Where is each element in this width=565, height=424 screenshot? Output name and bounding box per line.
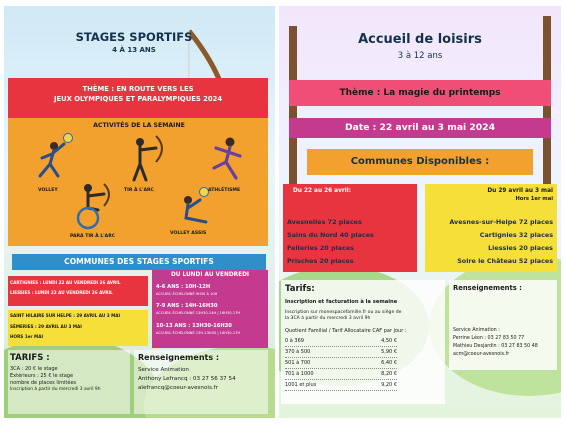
email-link[interactable]: acm@coeur-avesnois.fr [453, 352, 510, 357]
commune-item: Liessies 20 places [488, 244, 553, 252]
schedule-accueil: ACCUEIL ÉCHELONNÉ 9H30 À 10H [156, 292, 218, 296]
quotient-cell: 501 à 700 [285, 360, 311, 366]
schedule-age: 7-9 ANS : 14H-16H30 [156, 303, 218, 309]
table-row [285, 358, 397, 369]
volleyball-player-icon [28, 132, 78, 184]
date-banner: Date : 22 avril au 3 mai 2024 [289, 118, 551, 138]
archer-icon [126, 134, 166, 184]
theme-line-2: JEUX OLYMPIQUES ET PARALYMPIQUES 2024 [53, 95, 223, 103]
renseignements-title: Renseignements : [138, 353, 220, 362]
quotient-cell: 1001 et plus [285, 382, 317, 388]
activity-label: TIR À L'ARC [124, 188, 154, 193]
renseignements-line: Mathieu Desjardin : 03 27 83 50 48 [453, 344, 538, 349]
tarifs-line: Extérieurs : 25 € le stage [10, 373, 74, 379]
activities-title: ACTIVITÉS DE LA SEMAINE [93, 122, 185, 129]
commune-item: Avesnes-sur-Helpe 72 places [449, 218, 553, 226]
schedule-age: 10-13 ANS : 13H30-16H30 [156, 323, 232, 329]
price-cell: 8,20 € [381, 371, 397, 377]
renseignements-line: Service Animation : [453, 328, 500, 333]
tarifs-title: Tarifs: [285, 284, 315, 294]
activity-label: VOLLEY ASSIS [170, 231, 207, 236]
age-range: 4 À 13 ANS [112, 46, 156, 54]
theme-banner: Thème : La magie du printemps [289, 80, 551, 106]
tarifs-line: Inscription à partir du mercredi 3 avril 9h [10, 387, 101, 392]
commune-item: Sains du Nord 40 places [287, 231, 374, 239]
commune-item: Prisches 20 places [287, 257, 354, 265]
quotient-cell: 370 à 500 [285, 349, 311, 355]
tarifs-line: nombre de places limitées [10, 380, 77, 386]
commune-item: Cartignies 32 places [479, 231, 553, 239]
renseignements-title: Renseignements : [453, 284, 522, 292]
stages-sportifs-panel [4, 6, 275, 418]
commune-item: Felleries 20 places [287, 244, 354, 252]
activity-label: PARA TIR À L'ARC [70, 234, 116, 239]
commune-item: LIESSIES : LUNDI 22 AU VENDREDI 26 AVRIL [10, 290, 113, 295]
schedule-accueil: ACCUEIL ÉCHELONNÉ 13H-13H30 | 16H30-17H [156, 331, 241, 335]
commune-item: Avesnelles 72 places [287, 218, 362, 226]
table-row [285, 380, 397, 391]
theme-banner [8, 78, 268, 118]
tarifs-title: TARIFS : [10, 353, 50, 363]
week2-note: Hors 1er mai [515, 196, 553, 202]
communes-banner: COMMUNES DES STAGES SPORTIFS [12, 254, 266, 270]
quotient-cell: 0 à 369 [285, 338, 304, 344]
week1-title: Du 22 au 26 avril: [293, 188, 352, 194]
inscription-line: la 3CA à partir du mercredi 3 avril 9h [285, 316, 371, 321]
table-row [285, 347, 397, 358]
para-archer-icon [70, 180, 114, 232]
price-cell: 4,50 € [381, 338, 397, 344]
inscription-title: Inscription et facturation à la semaine [285, 299, 398, 305]
athlete-icon [204, 134, 250, 184]
schedule-box [152, 270, 268, 348]
renseignements-line: Anthony Lefrancq : 03 27 56 37 54 [138, 376, 236, 382]
commune-item: HORS 1er MAI [10, 334, 44, 339]
inscription-line: Inscription sur monespacefamille.fr ou au siège de [285, 310, 402, 315]
table-header: Quotient Familial / Tarif Allocataire CAF par jour : [285, 328, 407, 334]
schedule-title: DU LUNDI AU VENDREDI [170, 272, 250, 278]
tree-decoration-icon [531, 16, 561, 196]
table-row [285, 369, 397, 380]
price-cell: 6,40 € [381, 360, 397, 366]
email-link[interactable]: alefrancq@coeur-avesnois.fr [138, 385, 218, 391]
age-range: 3 à 12 ans [397, 51, 443, 61]
communes-banner: Communes Disponibles : [307, 149, 533, 175]
page-title: STAGES SPORTIFS [75, 30, 193, 44]
week2-title: Du 29 avril au 3 mai [487, 188, 553, 194]
price-cell: 9,20 € [381, 382, 397, 388]
activity-label: ATHLÉTISME [208, 188, 241, 193]
commune-item: SÉMERIES : 29 AVRIL AU 3 MAI [10, 324, 82, 329]
renseignements-line: Perrine Léon : 03 27 83 50 77 [453, 336, 525, 341]
tarifs-line: 3CA : 20 € le stage [10, 366, 58, 372]
table-row [285, 336, 397, 347]
commune-item: CARTIGNIES : LUNDI 22 AU VENDREDI 26 AVRIL [10, 280, 121, 285]
schedule-accueil: ACCUEIL ÉCHELONNÉ 13H30-14H | 16H30-17H [156, 311, 241, 315]
accueil-loisirs-panel [279, 6, 561, 418]
commune-item: Solre le Château 52 places [457, 257, 553, 265]
commune-item: SAINT HILAIRE SUR HELPE : 29 AVRIL AU 3 MAI [10, 313, 121, 318]
quotient-cell: 701 à 1000 [285, 371, 314, 377]
page-title: Accueil de loisirs [358, 32, 482, 47]
price-cell: 5,90 € [381, 349, 397, 355]
tree-decoration-icon [279, 26, 309, 206]
schedule-age: 4-6 ANS : 10H-12H [156, 284, 211, 290]
theme-line-1: THÈME : EN ROUTE VERS LES [82, 85, 194, 93]
renseignements-line: Service Animation [138, 367, 189, 373]
activity-label: VOLLEY [38, 188, 58, 193]
